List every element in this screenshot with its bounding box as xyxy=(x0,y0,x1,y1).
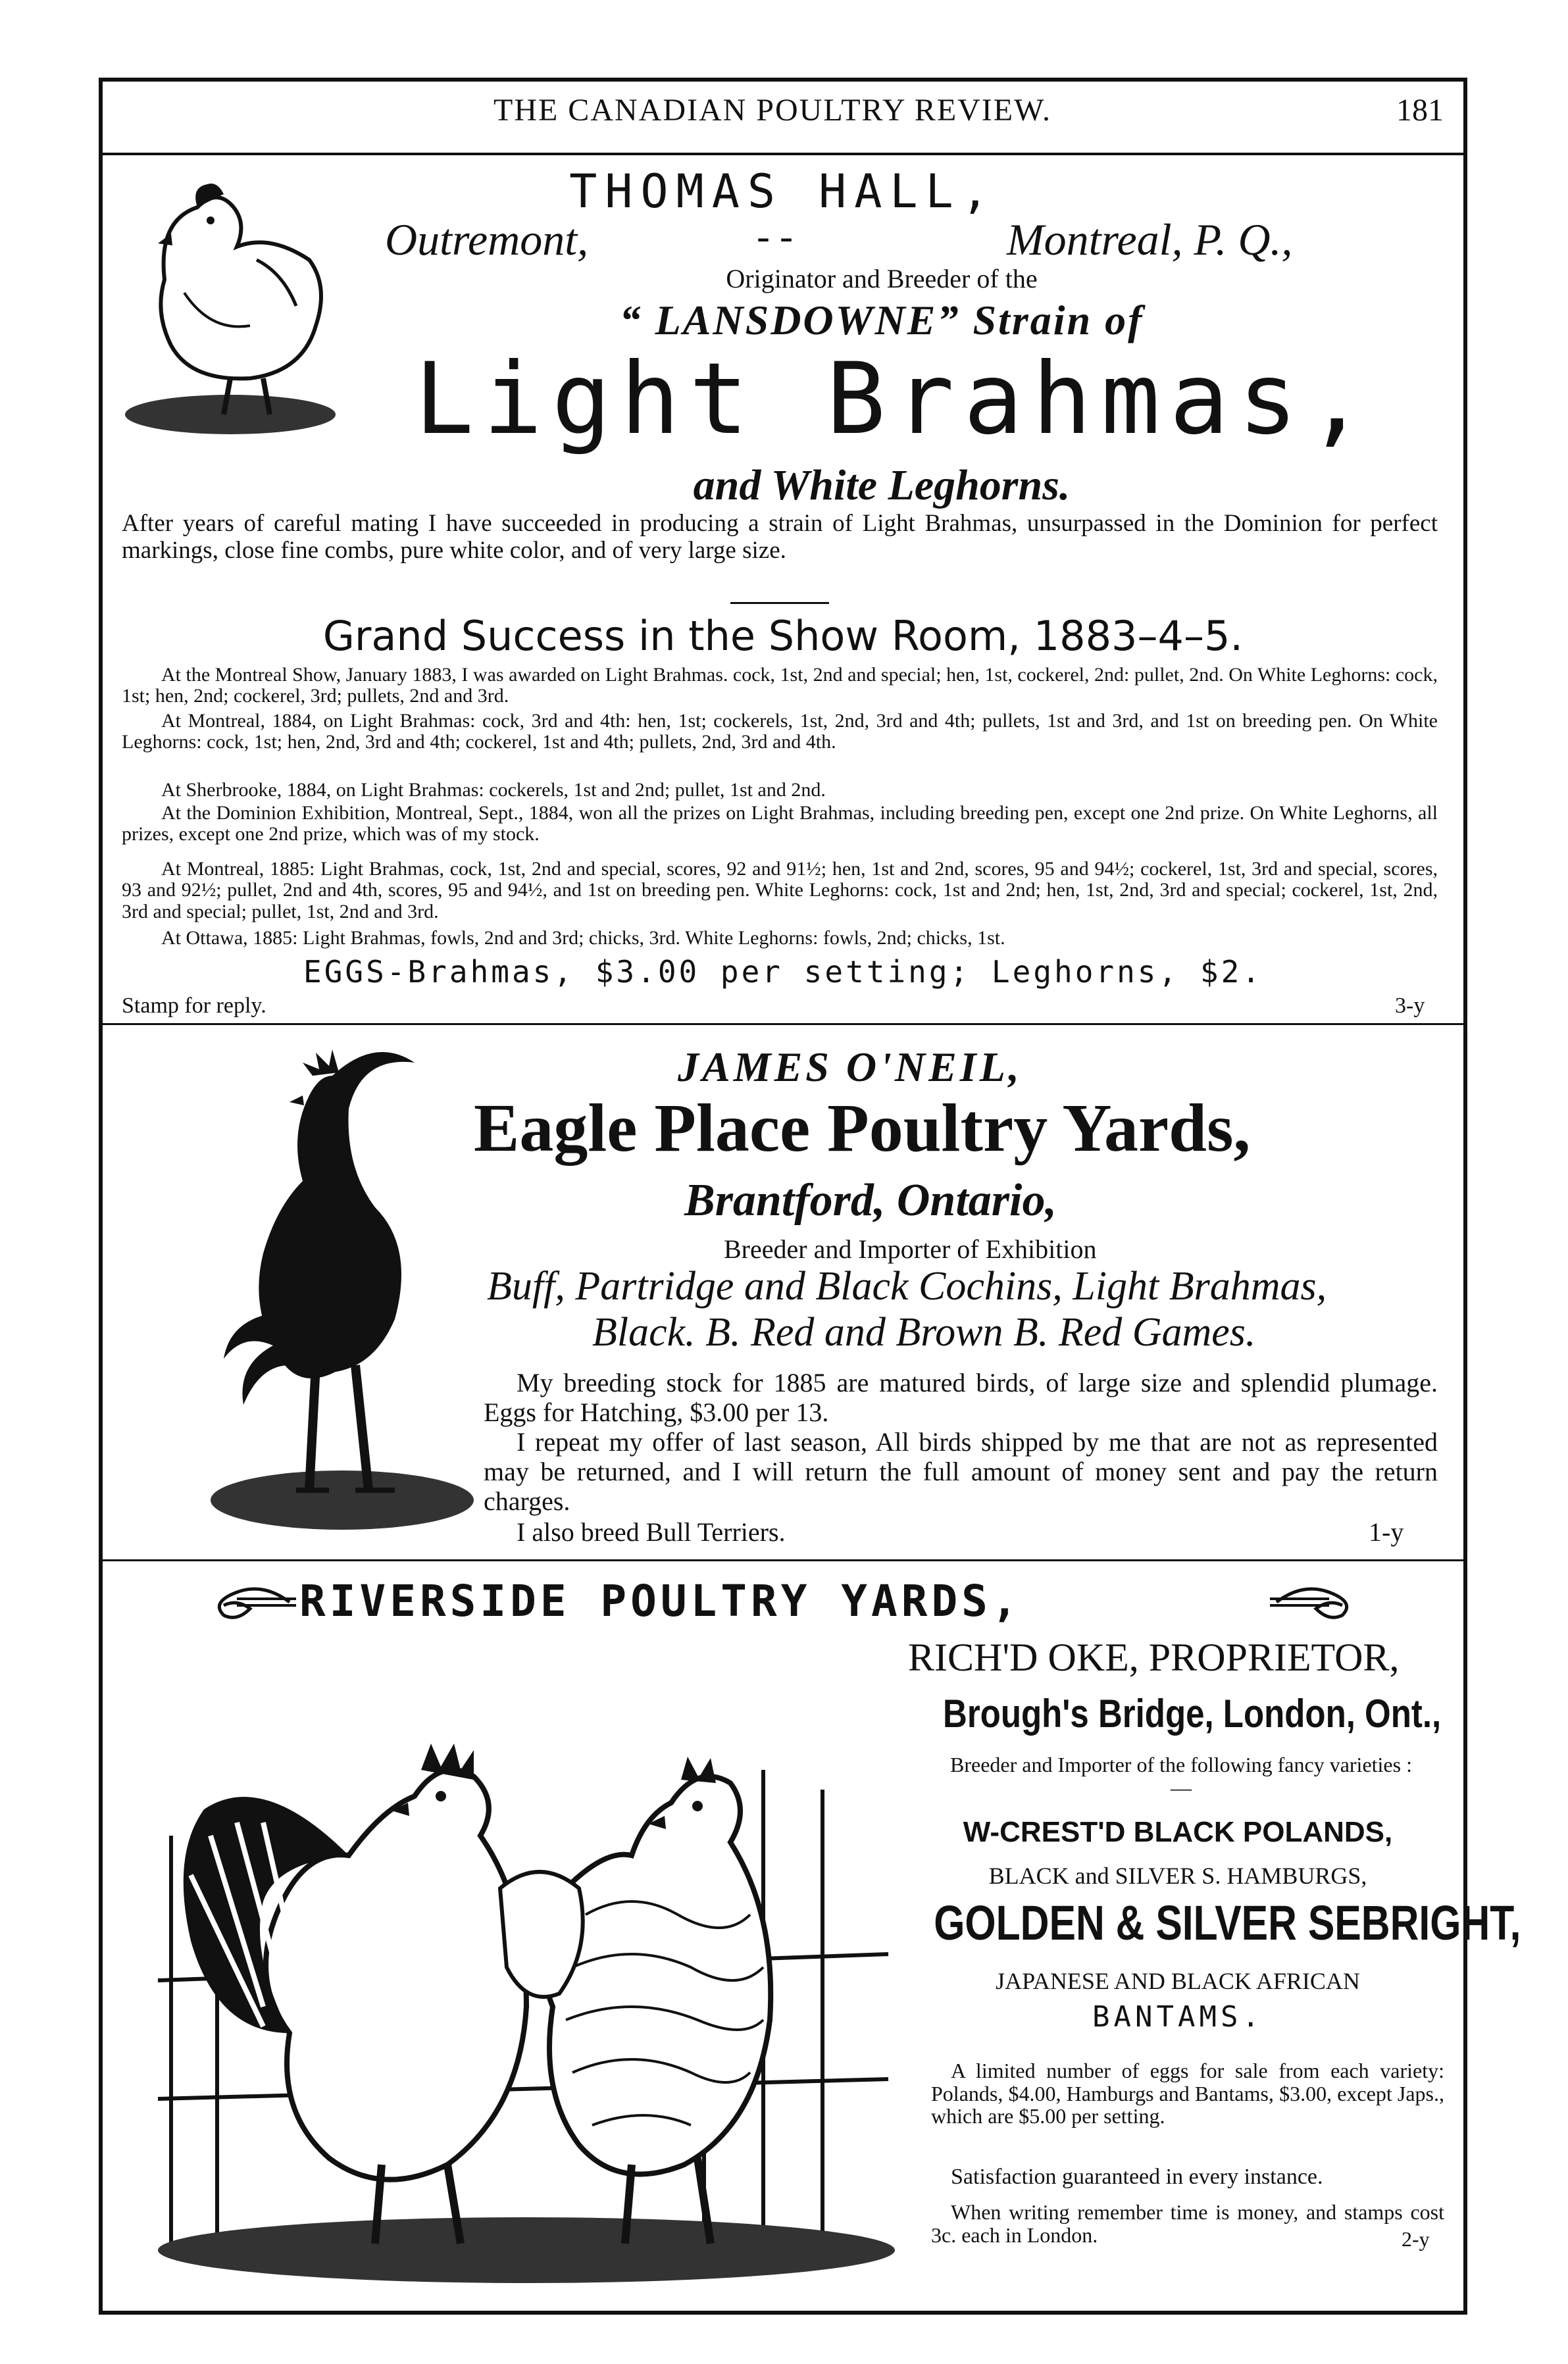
oneil-breeder-line: Breeder and Importer of Exhibition xyxy=(724,1234,1097,1264)
divider-hall-oneil xyxy=(99,1023,1467,1025)
hall-short-rule xyxy=(730,602,829,604)
oneil-yards-name: Eagle Place Poultry Yards, xyxy=(474,1090,1251,1166)
hall-strain: “ LANSDOWNE” Strain of xyxy=(619,297,1144,343)
oneil-body-2: I repeat my offer of last season, All birds shipped by me that are not as represented may be returned, and I will return the full amount of money sent and pay the return charges. xyxy=(484,1427,1438,1516)
oneil-location: Brantford, Ontario, xyxy=(684,1175,1057,1226)
divider-oneil-oke xyxy=(99,1559,1467,1561)
poland-fowl-pair-illustration xyxy=(132,1638,901,2296)
hall-intro: After years of careful mating I have succeeded in producing a strain of Light Brahmas, unsurpassed in the Dominion for perfect markings, close fine combs, pure white color, and of very large size. xyxy=(122,510,1438,565)
hall-ad-code: 3-y xyxy=(1395,993,1425,1018)
hall-originator-line: Originator and Breeder of the xyxy=(726,264,1038,293)
oke-variety-sebright: GOLDEN & SILVER SEBRIGHT, xyxy=(934,1896,1521,1950)
oke-satisfaction: Satisfaction guaranteed in every instance. xyxy=(951,2165,1323,2189)
hall-award-2: At Montreal, 1884, on Light Brahmas: cock, 3rd and 4th: hen, 1st; cockerels, 1st, 2nd, 3rd and 4th; pullets, 1st and 3rd, and 1st on breeding pen. On White Leghorns: cock, 1st; hen, 2nd, 3rd and 4th; cockerel, 1st and 4th; pullets, 2nd, 3rd and 4th. xyxy=(122,710,1438,753)
black-gamecock-illustration xyxy=(197,1036,474,1536)
oneil-body-1: My breeding stock for 1885 are matured birds, of large size and splendid plumage. Eggs for Hatching, $3.00 per 13. xyxy=(484,1368,1438,1427)
hall-stamp-note: Stamp for reply. xyxy=(122,993,266,1018)
oke-ad-code: 2-y xyxy=(1402,2227,1430,2251)
oke-remember-note: When writing remember time is money, and stamps cost 3c. each in London. xyxy=(931,2200,1444,2247)
hall-award-6: At Ottawa, 1885: Light Brahmas, fowls, 2nd and 3rd; chicks, 3rd. White Leghorns: fowls, 2nd; chicks, 1st. xyxy=(161,927,1005,949)
oke-banner: RIVERSIDE POULTRY YARDS, xyxy=(299,1576,1022,1626)
journal-title: THE CANADIAN POULTRY REVIEW. xyxy=(493,93,1051,128)
hall-award-1: At the Montreal Show, January 1883, I was awarded on Light Brahmas. cock, 1st, 2nd and special; hen, 1st, cockerel, 2nd: pullet, 2nd. On White Leghorns: cock, 1st; hen, 2nd; cockerel, 3rd; pullets, 2nd and 3rd. xyxy=(122,664,1438,707)
oke-breeder-line: Breeder and Importer of the following fancy varieties :— xyxy=(950,1753,1412,1799)
hall-breed-headline: Light Brahmas, xyxy=(414,342,1376,457)
page-number: 181 xyxy=(1396,93,1444,128)
hall-breed-subheadline: and White Leghorns. xyxy=(693,461,1071,509)
oke-variety-hamburgs: BLACK and SILVER S. HAMBURGS, xyxy=(988,1863,1367,1889)
hall-location-left: Outremont, xyxy=(385,214,589,264)
oneil-ad-code: 1-y xyxy=(1369,1517,1404,1547)
hall-award-4: At the Dominion Exhibition, Montreal, Sept., 1884, won all the prizes on Light Brahmas, including breeding pen, except one 2nd prize. On White Leghorns, all prizes, except one 2nd prize, which was of my stock. xyxy=(122,802,1438,845)
oke-proprietor: RICH'D OKE, PROPRIETOR, xyxy=(908,1636,1400,1679)
hall-location-right: Montreal, P. Q., xyxy=(1007,214,1293,264)
hall-eggs-prices: EGGS-Brahmas, $3.00 per setting; Leghorns, $2. xyxy=(303,954,1263,990)
oke-variety-japanese: JAPANESE AND BLACK AFRICAN xyxy=(996,1968,1360,1994)
hall-name: THOMAS HALL, xyxy=(569,164,997,218)
oneil-name: JAMES O'NEIL, xyxy=(678,1044,1023,1090)
oke-address: Brough's Bridge, London, Ont., xyxy=(943,1692,1442,1736)
oke-eggs-offer: A limited number of eggs for sale from each variety: Polands, $4.00, Hamburgs and Bantams, $3.00, except Japs., which are $5.00 per setting. xyxy=(931,2059,1444,2128)
hall-award-5: At Montreal, 1885: Light Brahmas, cock, 1st, 2nd and special, scores, 92 and 91½; hen, 1st and 2nd, scores, 95 and 94½; cockerel, 1st, 3rd and special, scores, 93 and 92½; pullet, 2nd and 4th, scores, 95 and 94½, and 1st on breeding pen. White Leghorns: cock, 1st and 2nd; hen, 1st, 2nd, 3rd and special; cockerel, 1st, 2nd, 3rd and special; pullet, 1st, 2nd and 3rd. xyxy=(122,858,1438,922)
oke-variety-polands: W-CREST'D BLACK POLANDS, xyxy=(963,1816,1393,1848)
hall-success-heading: Grand Success in the Show Room, 1883–4–5. xyxy=(322,612,1244,660)
oneil-breeds-line-1: Buff, Partridge and Black Cochins, Light Brahmas, xyxy=(487,1264,1327,1309)
oneil-body-3: I also breed Bull Terriers. xyxy=(517,1517,786,1547)
oneil-breeds-line-2: Black. B. Red and Brown B. Red Games. xyxy=(592,1310,1256,1355)
running-header xyxy=(99,92,1467,145)
banner-flourish-left-icon xyxy=(197,1579,296,1625)
banner-flourish-right-icon xyxy=(1270,1579,1369,1625)
oke-variety-bantams: BANTAMS. xyxy=(1092,2000,1263,2034)
hall-award-3: At Sherbrooke, 1884, on Light Brahmas: cockerels, 1st and 2nd; pullet, 1st and 2nd. xyxy=(161,779,826,801)
header-rule xyxy=(99,153,1467,155)
hall-location-dashes: - - xyxy=(757,214,793,258)
